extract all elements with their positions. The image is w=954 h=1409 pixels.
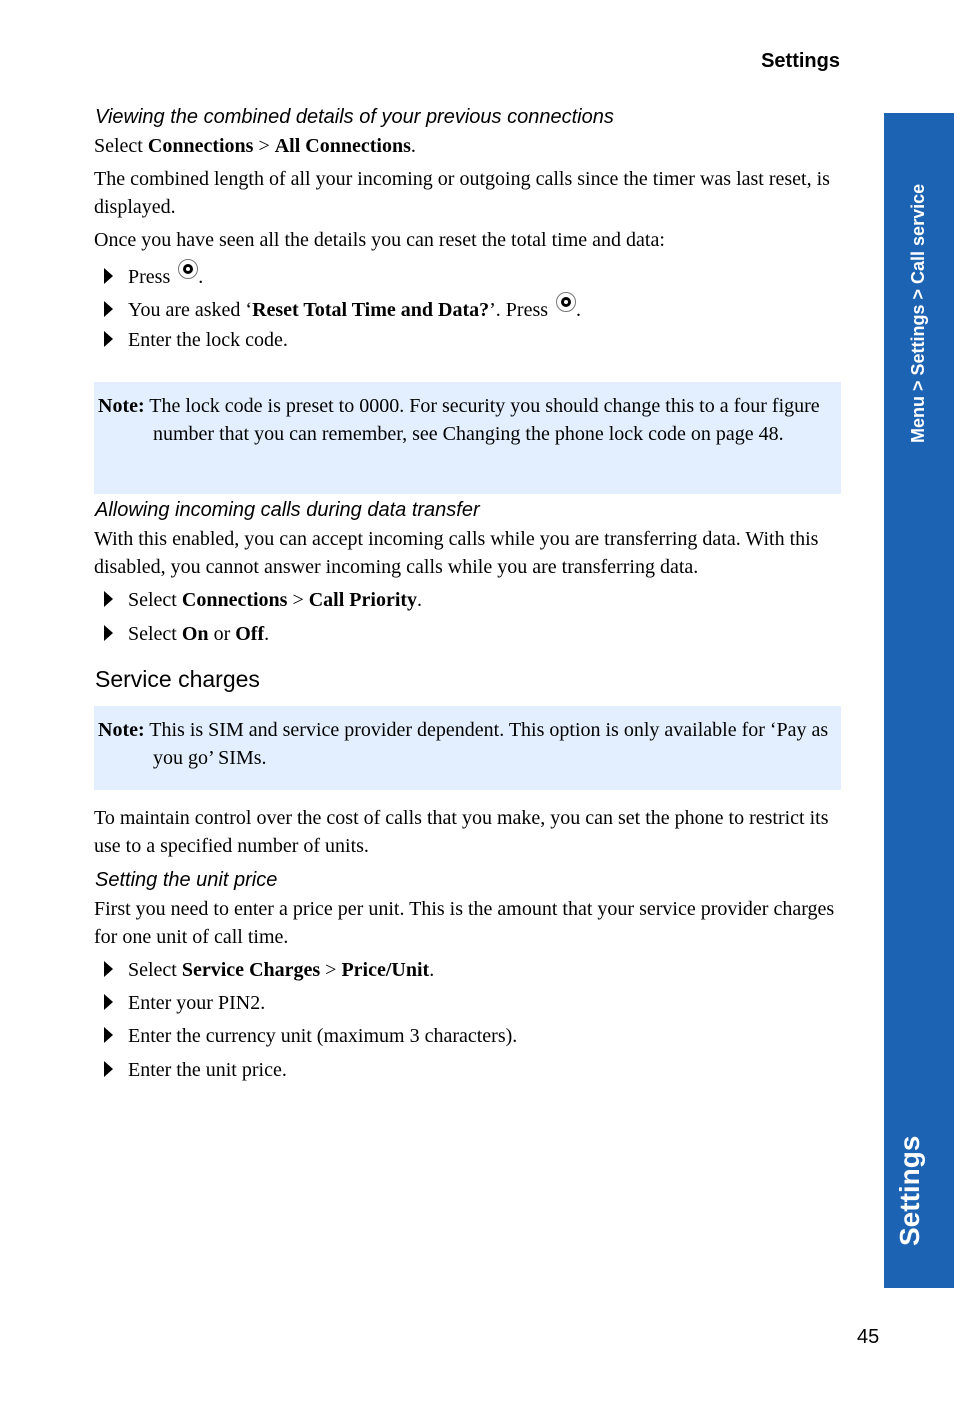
triangle-right-icon [104, 1027, 113, 1043]
paragraph-reset-intro: Once you have seen all the details you can reset the total time and data: [94, 229, 665, 251]
section-tab-title: Settings [894, 1135, 925, 1246]
subheading-incoming-calls-data: Allowing incoming calls during data transfer [95, 499, 480, 521]
list-item: Enter the unit price. [104, 1056, 287, 1084]
list-item: Press . [104, 259, 203, 291]
side-tab [884, 113, 954, 1288]
subheading-unit-price: Setting the unit price [95, 869, 278, 891]
triangle-right-icon [104, 268, 113, 284]
list-item: Select On or Off. [104, 620, 269, 648]
triangle-right-icon [104, 1061, 113, 1077]
triangle-right-icon [104, 961, 113, 977]
triangle-right-icon [104, 591, 113, 607]
list-item: Enter the currency unit (maximum 3 characters). [104, 1022, 517, 1050]
paragraph-restrict-units: To maintain control over the cost of calls that you make, you can set the phone to restrict its use to a specified number of units. [94, 807, 829, 857]
paragraph-call-priority: With this enabled, you can accept incoming calls while you are transferring data. With this disabled, you cannot answer incoming calls while you are transferring data. [94, 528, 819, 578]
note-box-sim-dependent [94, 706, 841, 790]
page-number: 45 [857, 1326, 880, 1348]
nav-key-icon [556, 292, 576, 312]
paragraph-combined-length: The combined length of all your incoming or outgoing calls since the timer was last reset, is displayed. [94, 168, 830, 218]
note-box-lock-code [94, 382, 841, 494]
subheading-combined-details: Viewing the combined details of your previous connections [95, 106, 614, 128]
note-text: This is SIM and service provider dependent. This option is only available for ‘Pay as you go’ SIMs. [144, 719, 829, 769]
list-item: Select Service Charges > Price/Unit. [104, 956, 434, 984]
running-header: Settings [761, 50, 840, 72]
list-item: Enter your PIN2. [104, 989, 265, 1017]
list-item: You are asked ‘Reset Total Time and Data?’. Press . [104, 292, 581, 324]
section-heading-service-charges: Service charges [95, 666, 260, 692]
list-item: Enter the lock code. [104, 326, 288, 354]
nav-key-icon [178, 259, 198, 279]
breadcrumb-text: Menu > Settings > Call service [908, 183, 928, 443]
triangle-right-icon [104, 331, 113, 347]
side-tab-breadcrumb [884, 113, 954, 443]
triangle-right-icon [104, 994, 113, 1010]
paragraph-price-per-unit: First you need to enter a price per unit. This is the amount that your service provider charges for one unit of call time. [94, 898, 835, 948]
note-text: The lock code is preset to 0000. For security you should change this to a four figure number that you can remember, see Changing the phone lock code on page 48. [144, 395, 820, 445]
triangle-right-icon [104, 301, 113, 317]
instruction-select-all-connections: Select Connections > All Connections. [94, 135, 416, 157]
note-label: Note: [98, 395, 145, 417]
list-item: Select Connections > Call Priority. [104, 586, 422, 614]
triangle-right-icon [104, 625, 113, 641]
note-label: Note: [98, 719, 145, 741]
